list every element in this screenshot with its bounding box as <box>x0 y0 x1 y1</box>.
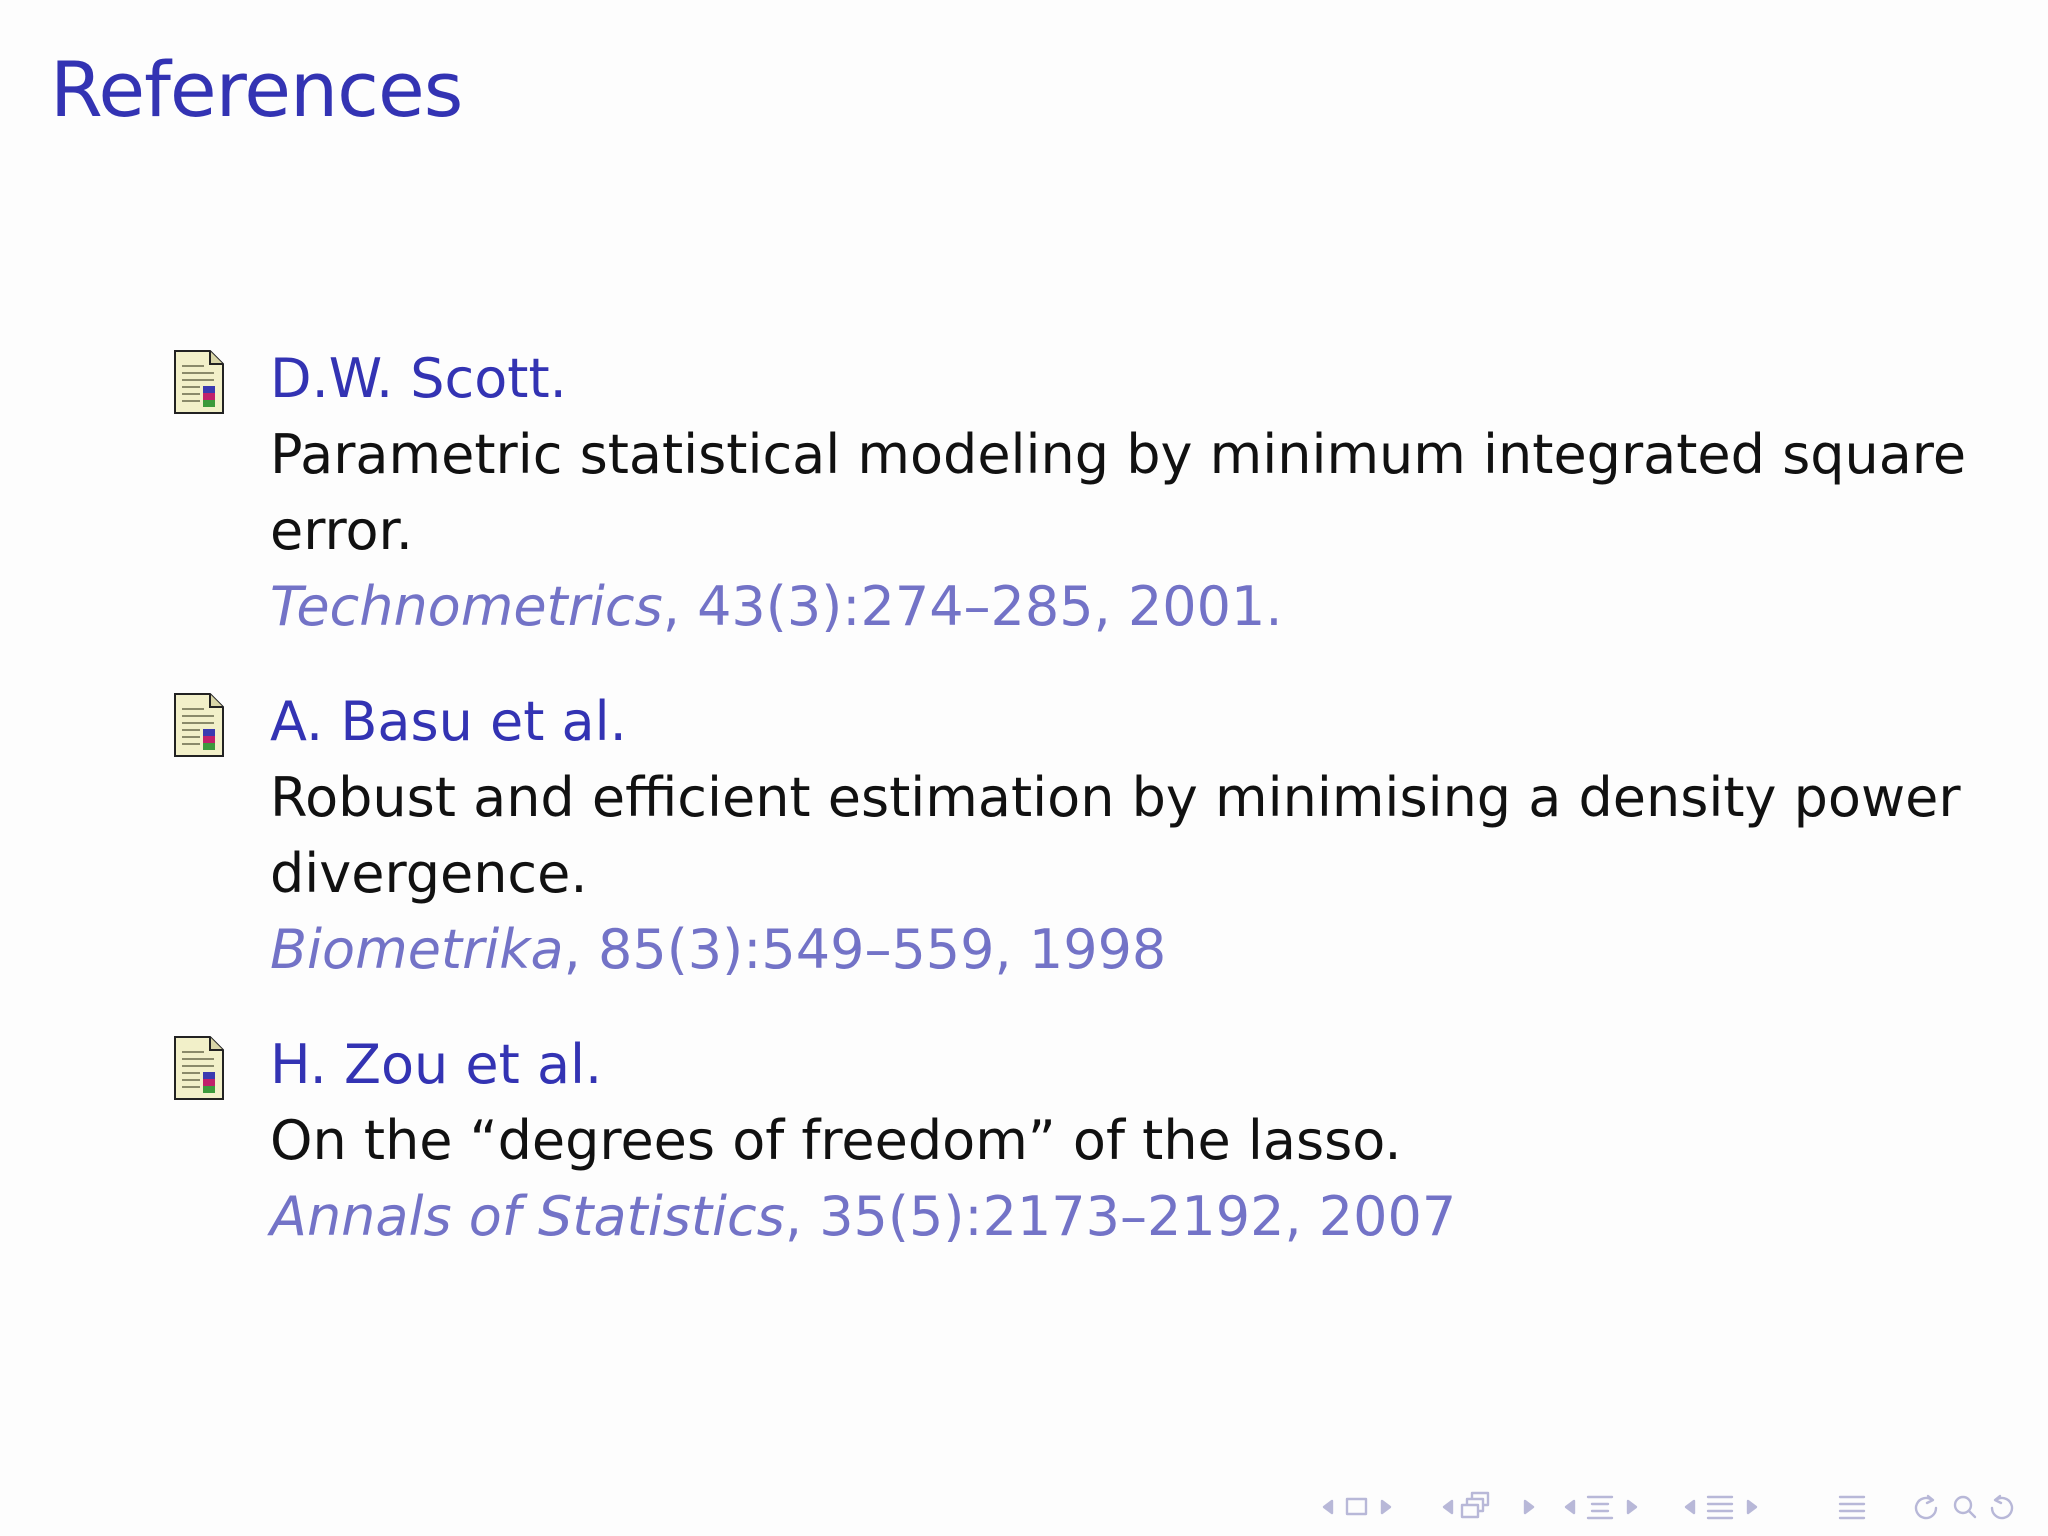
beamer-navigation-bar <box>1312 1490 2032 1524</box>
reference-title: Parametric statistical modeling by minimum integrated square <box>270 423 1967 486</box>
journal-details: , 85(3):549–559, 1998 <box>563 918 1167 981</box>
reference-author: D.W. Scott. <box>270 347 567 410</box>
reference-journal <box>270 918 1167 981</box>
article-icon <box>174 350 224 414</box>
reference-title: Robust and efficient estimation by minimising a density power <box>270 766 1961 829</box>
journal-name: Biometrika <box>270 918 564 981</box>
slide-title: References <box>50 45 463 134</box>
reference-title: On the “degrees of freedom” of the lasso. <box>270 1109 1402 1172</box>
journal-name: Annals of Statistics <box>270 1185 785 1248</box>
article-icon <box>174 1036 224 1100</box>
journal-name: Technometrics <box>270 575 663 638</box>
reference-journal <box>270 1185 1457 1248</box>
outline-icon[interactable] <box>1840 1497 1864 1518</box>
slide-nav-icon[interactable] <box>1324 1499 1390 1514</box>
reference-title: error. <box>270 499 413 562</box>
journal-details: , 43(3):274–285, 2001. <box>662 575 1283 638</box>
reference-journal <box>270 575 1283 638</box>
article-icon <box>174 693 224 757</box>
reference-author: A. Basu et al. <box>270 690 627 753</box>
search-icon[interactable] <box>1916 1496 2012 1518</box>
journal-details: , 35(5):2173–2192, 2007 <box>784 1185 1457 1248</box>
reference-author: H. Zou et al. <box>270 1033 603 1096</box>
subsection-nav-icon[interactable] <box>1566 1497 1636 1518</box>
frame-nav-icon[interactable] <box>1444 1493 1533 1517</box>
reference-title: divergence. <box>270 842 588 905</box>
section-nav-icon[interactable] <box>1686 1497 1756 1518</box>
